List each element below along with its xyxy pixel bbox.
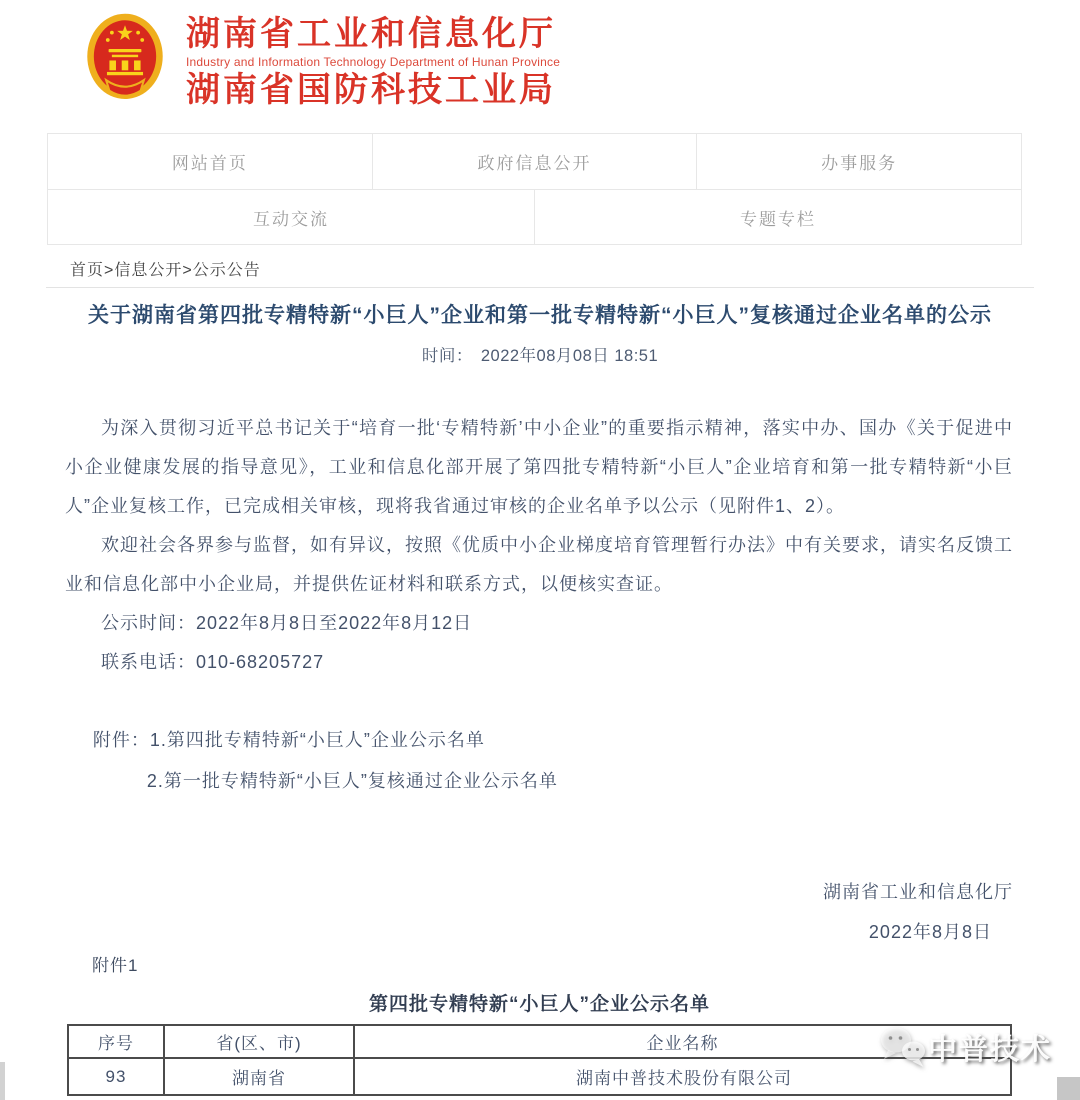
nav-row-2 [48, 189, 1021, 244]
org-names [186, 14, 560, 110]
paragraph-publicity-period: 公示时间：2022年8月8日至2022年8月12日 [101, 613, 473, 633]
annex-company-table [67, 1024, 1012, 1096]
annex-table-title: 第四批专精特新“小巨人”企业公示名单 [368, 994, 710, 1015]
article-body [65, 409, 1013, 802]
nav-item-home[interactable]: 网站首页 [171, 154, 248, 173]
column-header-company: 企业名称 [354, 1025, 1011, 1058]
site-header [0, 0, 1080, 131]
nav-item-special-topics[interactable]: 专题专栏 [534, 190, 1021, 244]
column-header-province: 省(区、市) [164, 1025, 354, 1058]
signature-organization: 湖南省工业和信息化厅 [823, 882, 1013, 902]
org-name-secondary: 湖南省国防科技工业局 [186, 71, 556, 109]
org-name-english: Industry and Information Technology Department of Hunan Province [186, 55, 561, 69]
national-emblem-icon [84, 10, 166, 106]
signature-date: 2022年8月8日 [868, 922, 992, 942]
bottom-left-edge-strip [0, 1062, 5, 1100]
nav-item-services[interactable]: 办事服务 [696, 134, 1021, 189]
paragraph-contact-phone: 联系电话：010-68205727 [101, 652, 325, 672]
attachment-item-1: 1.第四批专精特新“小巨人”企业公示名单 [149, 730, 485, 750]
cell-province: 湖南省 [164, 1058, 354, 1095]
cell-company-name: 湖南中普技术股份有限公司 [354, 1058, 1011, 1095]
nav-row-1 [48, 134, 1021, 189]
paragraph-intro: 为深入贯彻习近平总书记关于“培育一批‘专精特新’中小企业”的重要指示精神，落实中办、国办《关于促进中小企业健康发展的指导意见》，工业和信息化部开展了第四批专精特新“小巨人”企业培育和第一批专精特新“小巨人”企业复核工作，已完成相关审核，现将我省通过审核的企业名单予以公示（见附件1、2）。 [65, 418, 1013, 516]
cell-index: 93 [68, 1058, 164, 1095]
publish-time [0, 342, 1080, 366]
column-header-index: 序号 [68, 1025, 164, 1058]
page-title: 关于湖南省第四批专精特新“小巨人”企业和第一批专精特新“小巨人”复核通过企业名单的公示 [88, 304, 992, 327]
main-nav [47, 133, 1022, 245]
attachment-item-2: 2.第一批专精特新“小巨人”复核通过企业公示名单 [146, 771, 558, 791]
breadcrumb[interactable]: 首页>信息公开>公示公告 [70, 262, 261, 279]
nav-item-gov-info[interactable]: 政府信息公开 [372, 134, 697, 189]
table-row [68, 1058, 1011, 1095]
attachment-line-1 [65, 720, 1013, 761]
attachment-line-2 [65, 761, 1013, 802]
bottom-right-gray-block [1057, 1077, 1080, 1100]
nav-item-interaction[interactable]: 互动交流 [253, 209, 329, 229]
watermark-text: 中普技术 [928, 1033, 1053, 1066]
publish-time-value: 2022年08月08日 18:51 [480, 347, 659, 365]
attachments-label: 附件： [92, 730, 150, 750]
paragraph-supervision: 欢迎社会各界参与监督，如有异议，按照《优质中小企业梯度培育管理暂行办法》中有关要求，请实名反馈工业和信息化部中小企业局，并提供佐证材料和联系方式，以便核实查证。 [65, 535, 1013, 594]
org-name-primary: 湖南省工业和信息化厅 [186, 15, 556, 53]
divider [46, 287, 1034, 288]
publish-time-label: 时间： [421, 347, 473, 365]
table-header-row [68, 1025, 1011, 1058]
attachments-block [65, 720, 1013, 802]
annex-label: 附件1 [92, 956, 139, 975]
